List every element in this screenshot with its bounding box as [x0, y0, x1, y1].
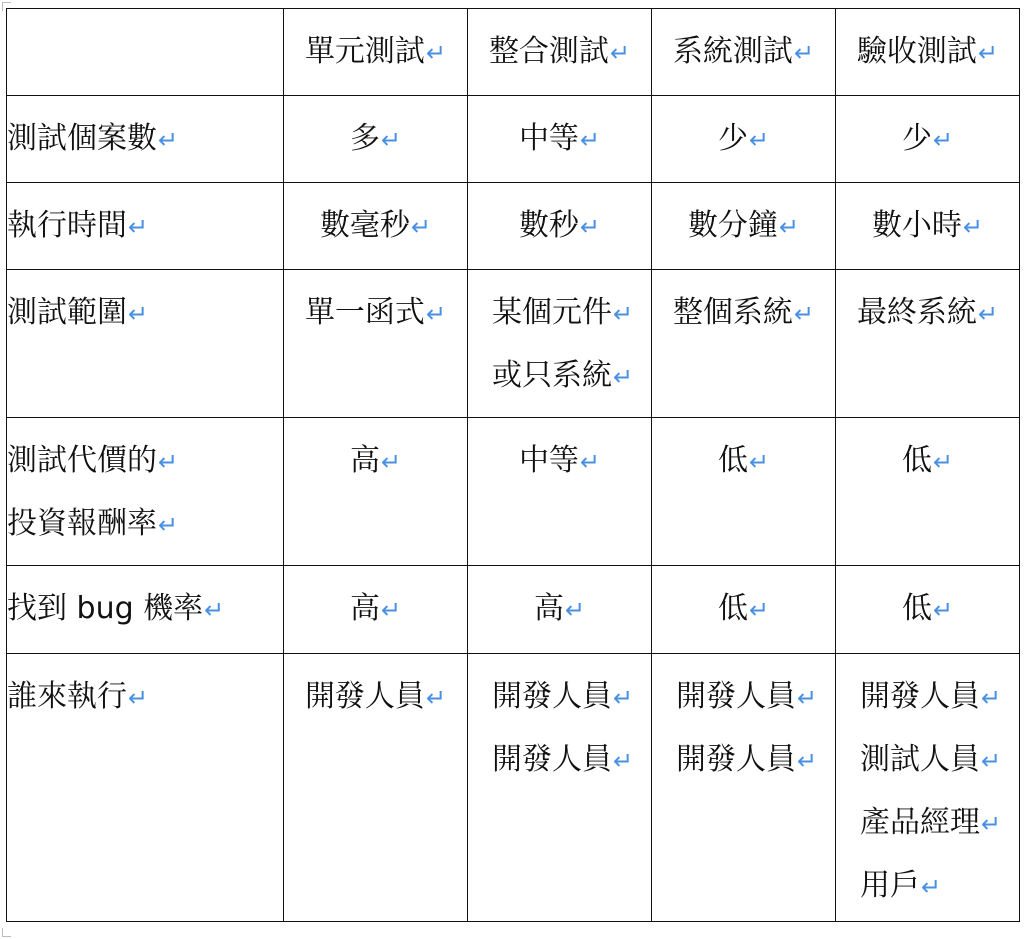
table-cell [284, 96, 468, 183]
table-row [7, 183, 1020, 270]
table-cell [468, 96, 652, 183]
cell-text: 少 [717, 121, 748, 156]
return-mark-icon: ↵ [793, 300, 815, 328]
cell-line [836, 578, 1019, 641]
cell-text: 低 [717, 443, 748, 478]
cell-text: 低 [901, 443, 932, 478]
cell-text: 開發人員 [676, 742, 796, 777]
row-end-marker-icon [1018, 680, 1024, 694]
row-end-marker-icon [1018, 592, 1024, 606]
cell-line [652, 108, 835, 171]
return-mark-icon: ↵ [797, 684, 818, 712]
return-mark-icon: ↵ [380, 126, 402, 154]
cell-line [468, 195, 651, 258]
header-empty-cell [7, 9, 284, 96]
return-mark-icon: ↵ [748, 448, 770, 476]
cell-text: 或只系統 [492, 358, 612, 393]
return-mark-icon: ↵ [748, 596, 770, 624]
table-header-row [7, 9, 1020, 96]
header-line [652, 21, 835, 84]
header-line [284, 21, 467, 84]
cell-text: 少 [901, 121, 932, 156]
label-line [7, 430, 283, 493]
table-cell [836, 96, 1020, 183]
cell-text: 低 [717, 591, 748, 626]
row-label [7, 418, 284, 566]
cell-text: 某個元件 [492, 295, 612, 330]
return-mark-icon: ↵ [380, 596, 402, 624]
cell-text: 數秒 [518, 208, 579, 243]
cell-line [492, 282, 651, 345]
table-row [7, 654, 1020, 922]
table-cell [284, 183, 468, 270]
cell-line [836, 195, 1019, 258]
cell-text: 測試人員 [860, 742, 980, 777]
column-header [836, 9, 1020, 96]
cell-text: 中等 [518, 121, 579, 156]
cell-text: 開發人員 [304, 679, 425, 714]
return-mark-icon: ↵ [410, 213, 432, 241]
cell-line [468, 578, 651, 641]
cell-text: 低 [901, 591, 932, 626]
cell-text: 高 [349, 443, 380, 478]
return-mark-icon: ↵ [128, 300, 149, 328]
table-row [7, 566, 1020, 654]
return-mark-icon: ↵ [158, 448, 179, 476]
cell-text: 高 [349, 591, 380, 626]
cell-line [284, 282, 467, 345]
cell-text: 投資報酬率 [7, 506, 157, 541]
cell-line [652, 282, 835, 345]
row-end-marker-icon [1018, 800, 1024, 814]
return-mark-icon: ↵ [564, 596, 586, 624]
cell-text: 系統測試 [672, 34, 793, 69]
row-end-marker-icon [1018, 40, 1024, 54]
cell-text: 開發人員 [860, 679, 980, 714]
return-mark-icon: ↵ [579, 213, 601, 241]
return-mark-icon: ↵ [158, 511, 179, 539]
return-mark-icon: ↵ [797, 747, 818, 775]
table-cell [284, 566, 468, 654]
row-end-marker-icon [1018, 212, 1024, 226]
cell-text: 單一函式 [304, 295, 425, 330]
return-mark-icon: ↵ [204, 596, 225, 624]
cell-text: 數分鐘 [687, 208, 778, 243]
cell-text: 整個系統 [672, 295, 793, 330]
cell-line [468, 108, 651, 171]
cell-text: 驗收測試 [856, 34, 977, 69]
row-label [7, 654, 284, 922]
cell-text: 最終系統 [856, 295, 977, 330]
return-mark-icon: ↵ [425, 39, 447, 67]
table-cell [836, 654, 1020, 922]
cell-text: 測試個案數 [7, 121, 157, 156]
cell-line [676, 729, 835, 792]
cell-line [492, 666, 651, 729]
return-mark-icon: ↵ [609, 39, 631, 67]
label-line [7, 195, 283, 258]
cell-line [492, 729, 651, 792]
table-row [7, 96, 1020, 183]
cell-line [284, 578, 467, 641]
table-cell [836, 566, 1020, 654]
cell-text: 開發人員 [492, 742, 612, 777]
label-line [7, 108, 283, 171]
table-cell [284, 654, 468, 922]
cell-text: 整合測試 [488, 34, 609, 69]
table-cell [652, 183, 836, 270]
cell-line [284, 108, 467, 171]
cell-line [836, 108, 1019, 171]
table-cell [836, 270, 1020, 418]
column-header [652, 9, 836, 96]
table-cell [652, 418, 836, 566]
column-header [468, 9, 652, 96]
return-mark-icon: ↵ [613, 300, 634, 328]
cell-line [652, 430, 835, 493]
label-line [7, 493, 283, 556]
cell-text: 測試範圍 [7, 295, 127, 330]
return-mark-icon: ↵ [778, 213, 800, 241]
cell-line [492, 345, 651, 408]
label-line [7, 666, 283, 729]
table-cell [468, 418, 652, 566]
return-mark-icon: ↵ [613, 363, 634, 391]
cell-text: 多 [349, 121, 380, 156]
row-end-marker-icon [1018, 446, 1024, 460]
row-end-marker-icon [1018, 298, 1024, 312]
cell-text: 開發人員 [492, 679, 612, 714]
return-mark-icon: ↵ [613, 684, 634, 712]
cell-line [652, 578, 835, 641]
cell-line [652, 195, 835, 258]
table-cell [468, 183, 652, 270]
testing-comparison-table [6, 8, 1020, 922]
cell-line [836, 282, 1019, 345]
row-label [7, 183, 284, 270]
row-label [7, 566, 284, 654]
return-mark-icon: ↵ [158, 126, 179, 154]
return-mark-icon: ↵ [981, 747, 1002, 775]
return-mark-icon: ↵ [977, 39, 999, 67]
return-mark-icon: ↵ [748, 126, 770, 154]
label-line [7, 282, 283, 345]
return-mark-icon: ↵ [128, 684, 149, 712]
cell-text: 高 [533, 591, 564, 626]
table-cell [652, 654, 836, 922]
return-mark-icon: ↵ [579, 126, 601, 154]
cell-text: 產品經理 [860, 805, 980, 840]
table-cell [284, 270, 468, 418]
column-header [284, 9, 468, 96]
return-mark-icon: ↵ [932, 126, 954, 154]
table-cell [468, 270, 652, 418]
row-label [7, 270, 284, 418]
cell-text: 中等 [518, 443, 579, 478]
cell-text: 找到 bug 機率 [7, 591, 204, 626]
return-mark-icon: ↵ [613, 747, 634, 775]
table-cell [284, 418, 468, 566]
row-end-marker-icon [1018, 740, 1024, 754]
cell-line [676, 666, 835, 729]
return-mark-icon: ↵ [962, 213, 984, 241]
return-mark-icon: ↵ [425, 300, 447, 328]
table-cell [836, 418, 1020, 566]
table-row [7, 418, 1020, 566]
label-line [7, 578, 283, 641]
return-mark-icon: ↵ [425, 684, 447, 712]
return-mark-icon: ↵ [981, 810, 1002, 838]
return-mark-icon: ↵ [380, 448, 402, 476]
cell-line [860, 855, 1019, 918]
cell-text: 測試代價的 [7, 443, 157, 478]
row-end-marker-icon [1018, 125, 1024, 139]
cell-line [284, 666, 467, 729]
return-mark-icon: ↵ [128, 213, 149, 241]
cell-text: 單元測試 [304, 34, 425, 69]
return-mark-icon: ↵ [921, 873, 942, 901]
cell-line [860, 729, 1019, 792]
cell-line [836, 430, 1019, 493]
return-mark-icon: ↵ [932, 448, 954, 476]
cell-line [468, 430, 651, 493]
row-label [7, 96, 284, 183]
return-mark-icon: ↵ [579, 448, 601, 476]
header-line [468, 21, 651, 84]
cell-text: 數小時 [871, 208, 962, 243]
cell-text: 開發人員 [676, 679, 796, 714]
cell-text: 數毫秒 [319, 208, 410, 243]
header-line [836, 21, 1019, 84]
return-mark-icon: ↵ [932, 596, 954, 624]
page-corner-mark-bottom [2, 928, 11, 937]
return-mark-icon: ↵ [981, 684, 1002, 712]
return-mark-icon: ↵ [793, 39, 815, 67]
cell-line [284, 195, 467, 258]
table-cell [652, 566, 836, 654]
cell-line [284, 430, 467, 493]
return-mark-icon: ↵ [977, 300, 999, 328]
table-cell [836, 183, 1020, 270]
cell-line [860, 792, 1019, 855]
table-cell [468, 566, 652, 654]
cell-text: 用戶 [860, 868, 920, 903]
table-cell [468, 654, 652, 922]
cell-line [860, 666, 1019, 729]
cell-text: 誰來執行 [7, 679, 127, 714]
table-cell [652, 96, 836, 183]
table-row [7, 270, 1020, 418]
table-cell [652, 270, 836, 418]
cell-text: 執行時間 [7, 208, 127, 243]
